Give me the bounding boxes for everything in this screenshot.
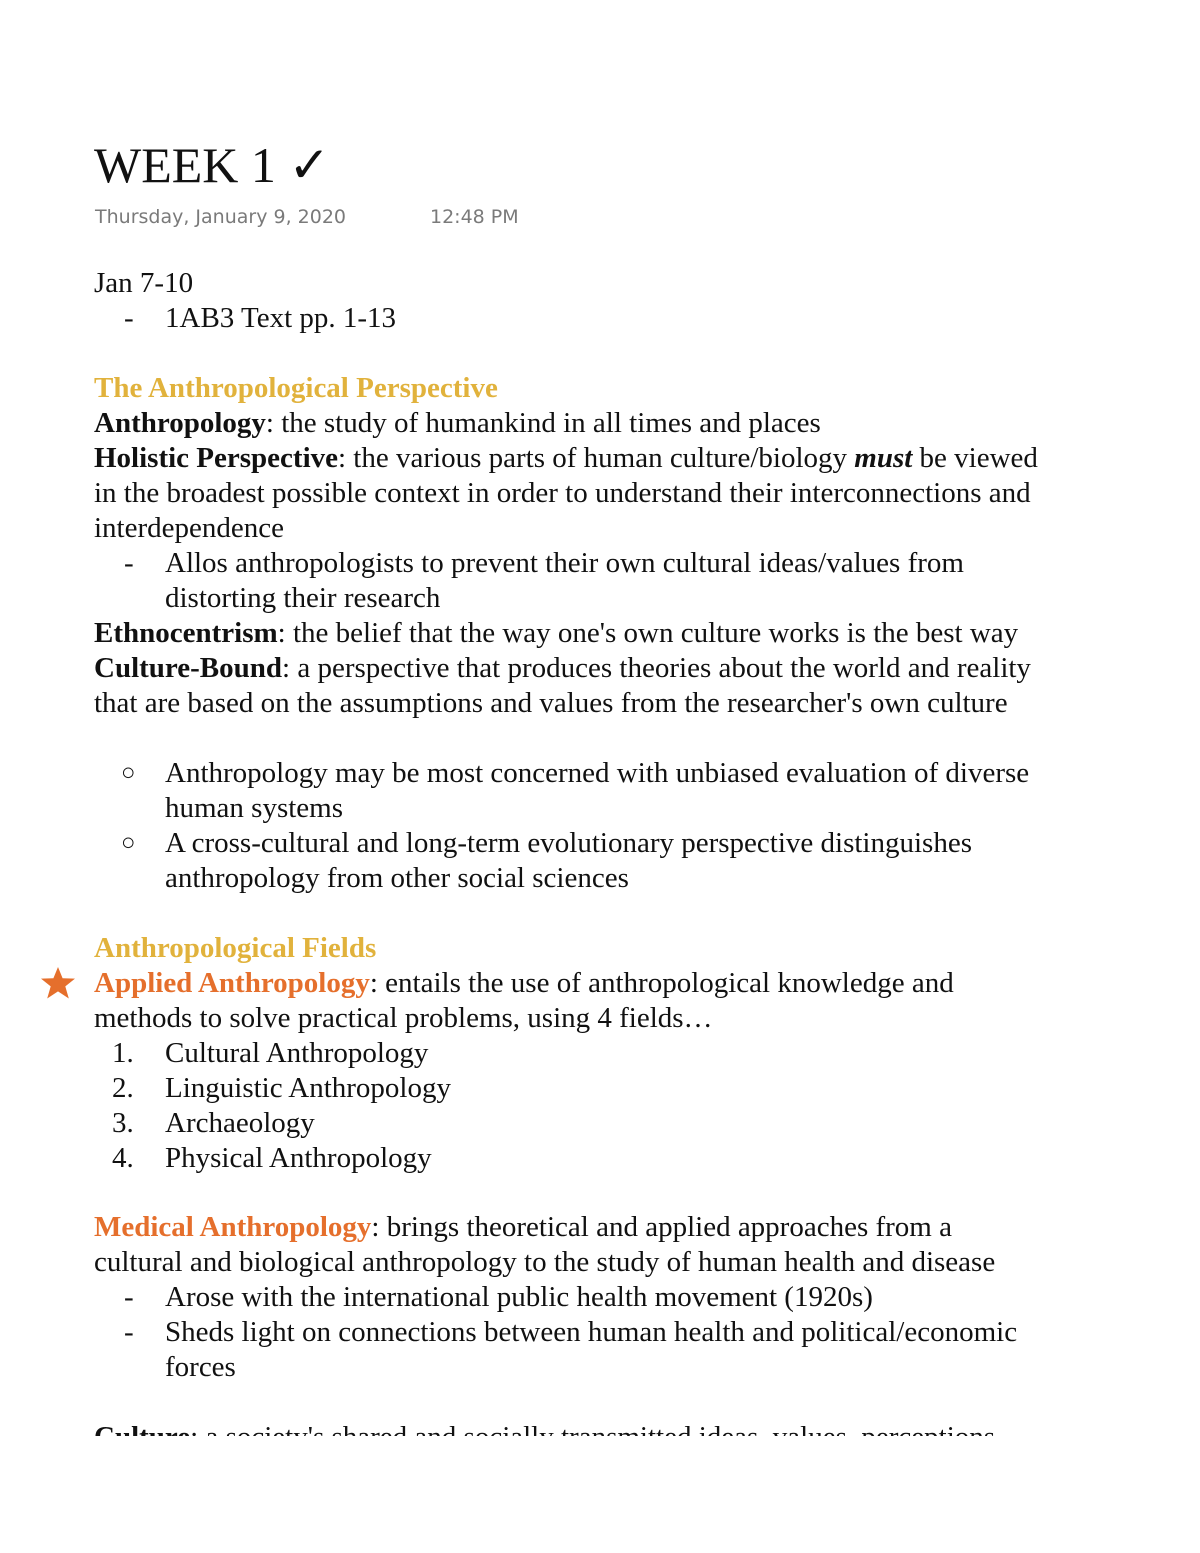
list-item bbox=[94, 826, 1134, 896]
definition-text: : the study of humankind in all times and places bbox=[265, 407, 821, 439]
field-label: Archaeology bbox=[165, 1107, 315, 1139]
definition-anthropology bbox=[94, 406, 1134, 441]
note-time: 12:48 PM bbox=[430, 206, 519, 228]
reading-item: 1AB3 Text pp. 1-13 bbox=[165, 302, 397, 334]
definition-text: : the belief that the way one's own culture works is the best way bbox=[277, 617, 1019, 649]
bullet-text: Allos anthropologists to prevent their own cultural ideas/values from bbox=[165, 547, 964, 579]
definition-continuation: that are based on the assumptions and values from the researcher's own culture bbox=[94, 687, 1008, 719]
page-title: WEEK 1 ✓ bbox=[94, 137, 331, 193]
definition-text: : a perspective that produces theories about the world and reality bbox=[282, 652, 1031, 684]
section-heading-fields: Anthropological Fields bbox=[94, 932, 377, 964]
definition-ethnocentrism bbox=[94, 616, 1134, 651]
dash-marker: - bbox=[124, 1281, 134, 1313]
note-date: Thursday, January 9, 2020 bbox=[95, 206, 347, 228]
circle-bullet-icon: ○ bbox=[121, 760, 136, 786]
definition-text: : brings theoretical and applied approaches from a bbox=[371, 1211, 952, 1243]
dash-marker: - bbox=[124, 302, 134, 334]
dash-marker: - bbox=[124, 547, 134, 579]
page-clip-mask bbox=[0, 1436, 1200, 1553]
bullet-text: forces bbox=[165, 1351, 236, 1383]
definition-continuation: cultural and biological anthropology to the study of human health and disease bbox=[94, 1246, 996, 1278]
bullet-text: Anthropology may be most concerned with unbiased evaluation of diverse bbox=[165, 757, 1030, 789]
term: Ethnocentrism bbox=[94, 617, 278, 649]
bullet-text: Arose with the international public health movement (1920s) bbox=[165, 1281, 873, 1313]
emphasis: must bbox=[854, 442, 913, 474]
highlight-term: Applied Anthropology bbox=[94, 967, 370, 999]
list-item bbox=[94, 546, 1134, 616]
list-item bbox=[94, 1315, 1134, 1385]
list-number: 1. bbox=[112, 1037, 134, 1069]
highlight-term: Medical Anthropology bbox=[94, 1211, 372, 1243]
term: Culture-Bound bbox=[94, 652, 283, 684]
bullet-text: Sheds light on connections between human health and political/economic bbox=[165, 1316, 1018, 1348]
circle-bullet-icon: ○ bbox=[121, 830, 136, 856]
term: Holistic Perspective bbox=[94, 442, 338, 474]
definition-text: be viewed bbox=[912, 442, 1038, 474]
list-item bbox=[94, 1036, 1134, 1071]
definition-holistic bbox=[94, 441, 1134, 476]
section-heading-perspective: The Anthropological Perspective bbox=[94, 372, 498, 404]
bullet-text: anthropology from other social sciences bbox=[165, 862, 629, 894]
list-item bbox=[94, 301, 1134, 336]
list-number: 3. bbox=[112, 1107, 134, 1139]
bullet-text: A cross-cultural and long-term evolutionary perspective distinguishes bbox=[165, 827, 972, 859]
term: Anthropology bbox=[94, 407, 266, 439]
definition-continuation: in the broadest possible context in order to understand their interconnections and bbox=[94, 477, 1031, 509]
dash-marker: - bbox=[124, 1316, 134, 1348]
definition-text: : the various parts of human culture/biology bbox=[338, 442, 855, 474]
star-icon bbox=[40, 966, 76, 1000]
list-item bbox=[94, 756, 1134, 826]
field-label: Cultural Anthropology bbox=[165, 1037, 429, 1069]
list-item bbox=[94, 1106, 1134, 1141]
bullet-text: human systems bbox=[165, 792, 344, 824]
definition-text: : entails the use of anthropological knowledge and bbox=[369, 967, 954, 999]
list-number: 2. bbox=[112, 1072, 134, 1104]
note-body bbox=[94, 266, 1134, 1455]
list-item bbox=[94, 1071, 1134, 1106]
definition-culture-bound bbox=[94, 651, 1134, 686]
bullet-text: distorting their research bbox=[165, 582, 441, 614]
definition-medical bbox=[94, 1210, 1134, 1245]
definition-applied bbox=[94, 966, 1134, 1001]
list-number: 4. bbox=[112, 1142, 134, 1174]
definition-continuation: methods to solve practical problems, using 4 fields… bbox=[94, 1002, 713, 1034]
definition-continuation: interdependence bbox=[94, 512, 285, 544]
field-label: Linguistic Anthropology bbox=[165, 1072, 451, 1104]
list-item bbox=[94, 1141, 1134, 1176]
list-item bbox=[94, 1280, 1134, 1315]
field-label: Physical Anthropology bbox=[165, 1142, 432, 1174]
reading-dates: Jan 7-10 bbox=[94, 267, 194, 299]
